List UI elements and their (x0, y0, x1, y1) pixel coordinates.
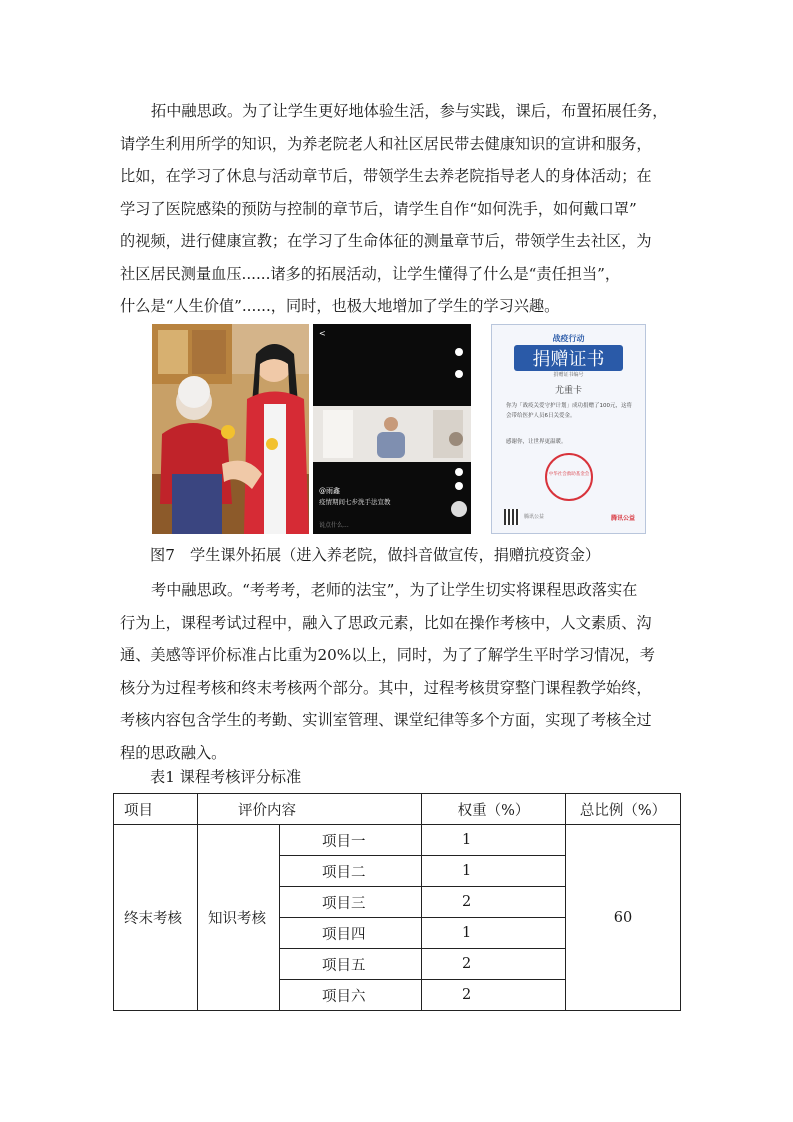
text-line: 什么是“人生价值”......，同时，也极大地增加了学生的学习兴趣。 (120, 297, 560, 315)
certificate-subtitle: 捐赠证书编号 (553, 372, 584, 378)
table-row (114, 825, 681, 856)
weight-cell: 1 (422, 856, 566, 887)
text-line: 考核内容包含学生的考勤、实训室管理、课堂纪律等多个方面，实现了考核全过 (120, 711, 652, 729)
certificate-seal-text: 中华社会救助基金会 (548, 472, 590, 477)
certificate-seal (545, 453, 593, 501)
text-line: 程的思政融入。 (120, 743, 227, 762)
header-weight: 权重（%） (422, 794, 566, 825)
total-cell: 60 (566, 825, 681, 1011)
item-cell: 项目四 (280, 918, 422, 949)
text-line: 比如，在学习了休息与活动章节后，带领学生去养老院指导老人的身体活动；在 (120, 167, 652, 185)
paragraph-1 (120, 95, 676, 323)
text-line: 考中融思政。“考考考，老师的法宝”，为了让学生切实将课程思政落实在 (151, 581, 638, 599)
weight-cell: 2 (422, 949, 566, 980)
certificate-thanks: 感谢你，让世界更温暖。 (506, 439, 567, 445)
table-caption: 表1 课程考核评分标准 (150, 768, 302, 786)
text-line: 社区居民测量血压......诸多的拓展活动，让学生懂得了什么是“责任担当”， (120, 264, 621, 283)
text-line: 核分为过程考核和终末考核两个部分。其中，过程考核贯穿整门课程教学始终， (120, 678, 652, 697)
phone-video-screenshot (313, 324, 471, 534)
certificate-name: 尤重卡 (554, 386, 582, 396)
phone-video-caption: 疫情期间七步洗手法宣教 (319, 498, 391, 506)
weight-cell: 2 (422, 980, 566, 1011)
item-cell: 项目二 (280, 856, 422, 887)
certificate-title: 捐赠证书 (514, 345, 623, 371)
nursing-home-photo (152, 324, 309, 534)
text-line: 的视频，进行健康宣教；在学习了生命体征的测量章节后，带领学生去社区，为 (120, 232, 652, 250)
phone-user: @雨鑫 (319, 487, 340, 495)
nursing-home-illustration (152, 324, 309, 534)
header-item: 项目 (114, 794, 198, 825)
svg-text:<: < (319, 329, 326, 338)
text-line: 请学生利用所学的知识，为养老院老人和社区居民带去健康知识的宣讲和服务， (120, 134, 652, 153)
text-line: 通、美感等评价标准占比重为20%以上，同时，为了了解学生平时学习情况，考 (120, 646, 655, 664)
weight-cell: 1 (422, 918, 566, 949)
header-total: 总比例（%） (566, 794, 681, 825)
paragraph-2 (120, 574, 676, 769)
assessment-table (113, 793, 681, 1011)
weight-cell: 1 (422, 825, 566, 856)
phone-comment-hint: 说点什么... (319, 522, 349, 529)
group-cell: 终末考核 (114, 825, 198, 1011)
weight-cell: 2 (422, 887, 566, 918)
subgroup-cell: 知识考核 (198, 825, 280, 1011)
donation-certificate (491, 324, 646, 534)
qr-code-icon (504, 509, 520, 525)
header-content: 评价内容 (198, 794, 422, 825)
certificate-foot-right: 腾讯公益 (610, 515, 635, 522)
certificate-foot-left: 腾讯公益 (524, 514, 545, 520)
item-cell: 项目三 (280, 887, 422, 918)
certificate-header: 战疫行动 (552, 334, 585, 343)
item-cell: 项目六 (280, 980, 422, 1011)
text-line: 学习了医院感染的预防与控制的章节后，请学生自作“如何洗手，如何戴口罩” (120, 199, 637, 218)
table-header-row (114, 794, 681, 825)
item-cell: 项目五 (280, 949, 422, 980)
text-line: 拓中融思政。为了让学生更好地体验生活，参与实践，课后，布置拓展任务， (151, 102, 668, 120)
certificate-body: 你为「战疫关爱守护计划」成功捐赠了100元，这将会带给医护人员6日关爱金。 (506, 403, 632, 419)
text-line: 行为上，课程考试过程中，融入了思政元素，比如在操作考核中，人文素质、沟 (120, 613, 652, 632)
item-cell: 项目一 (280, 825, 422, 856)
figure-caption: 图7 学生课外拓展（进入养老院，做抖音做宣传，捐赠抗疫资金） (150, 546, 601, 564)
